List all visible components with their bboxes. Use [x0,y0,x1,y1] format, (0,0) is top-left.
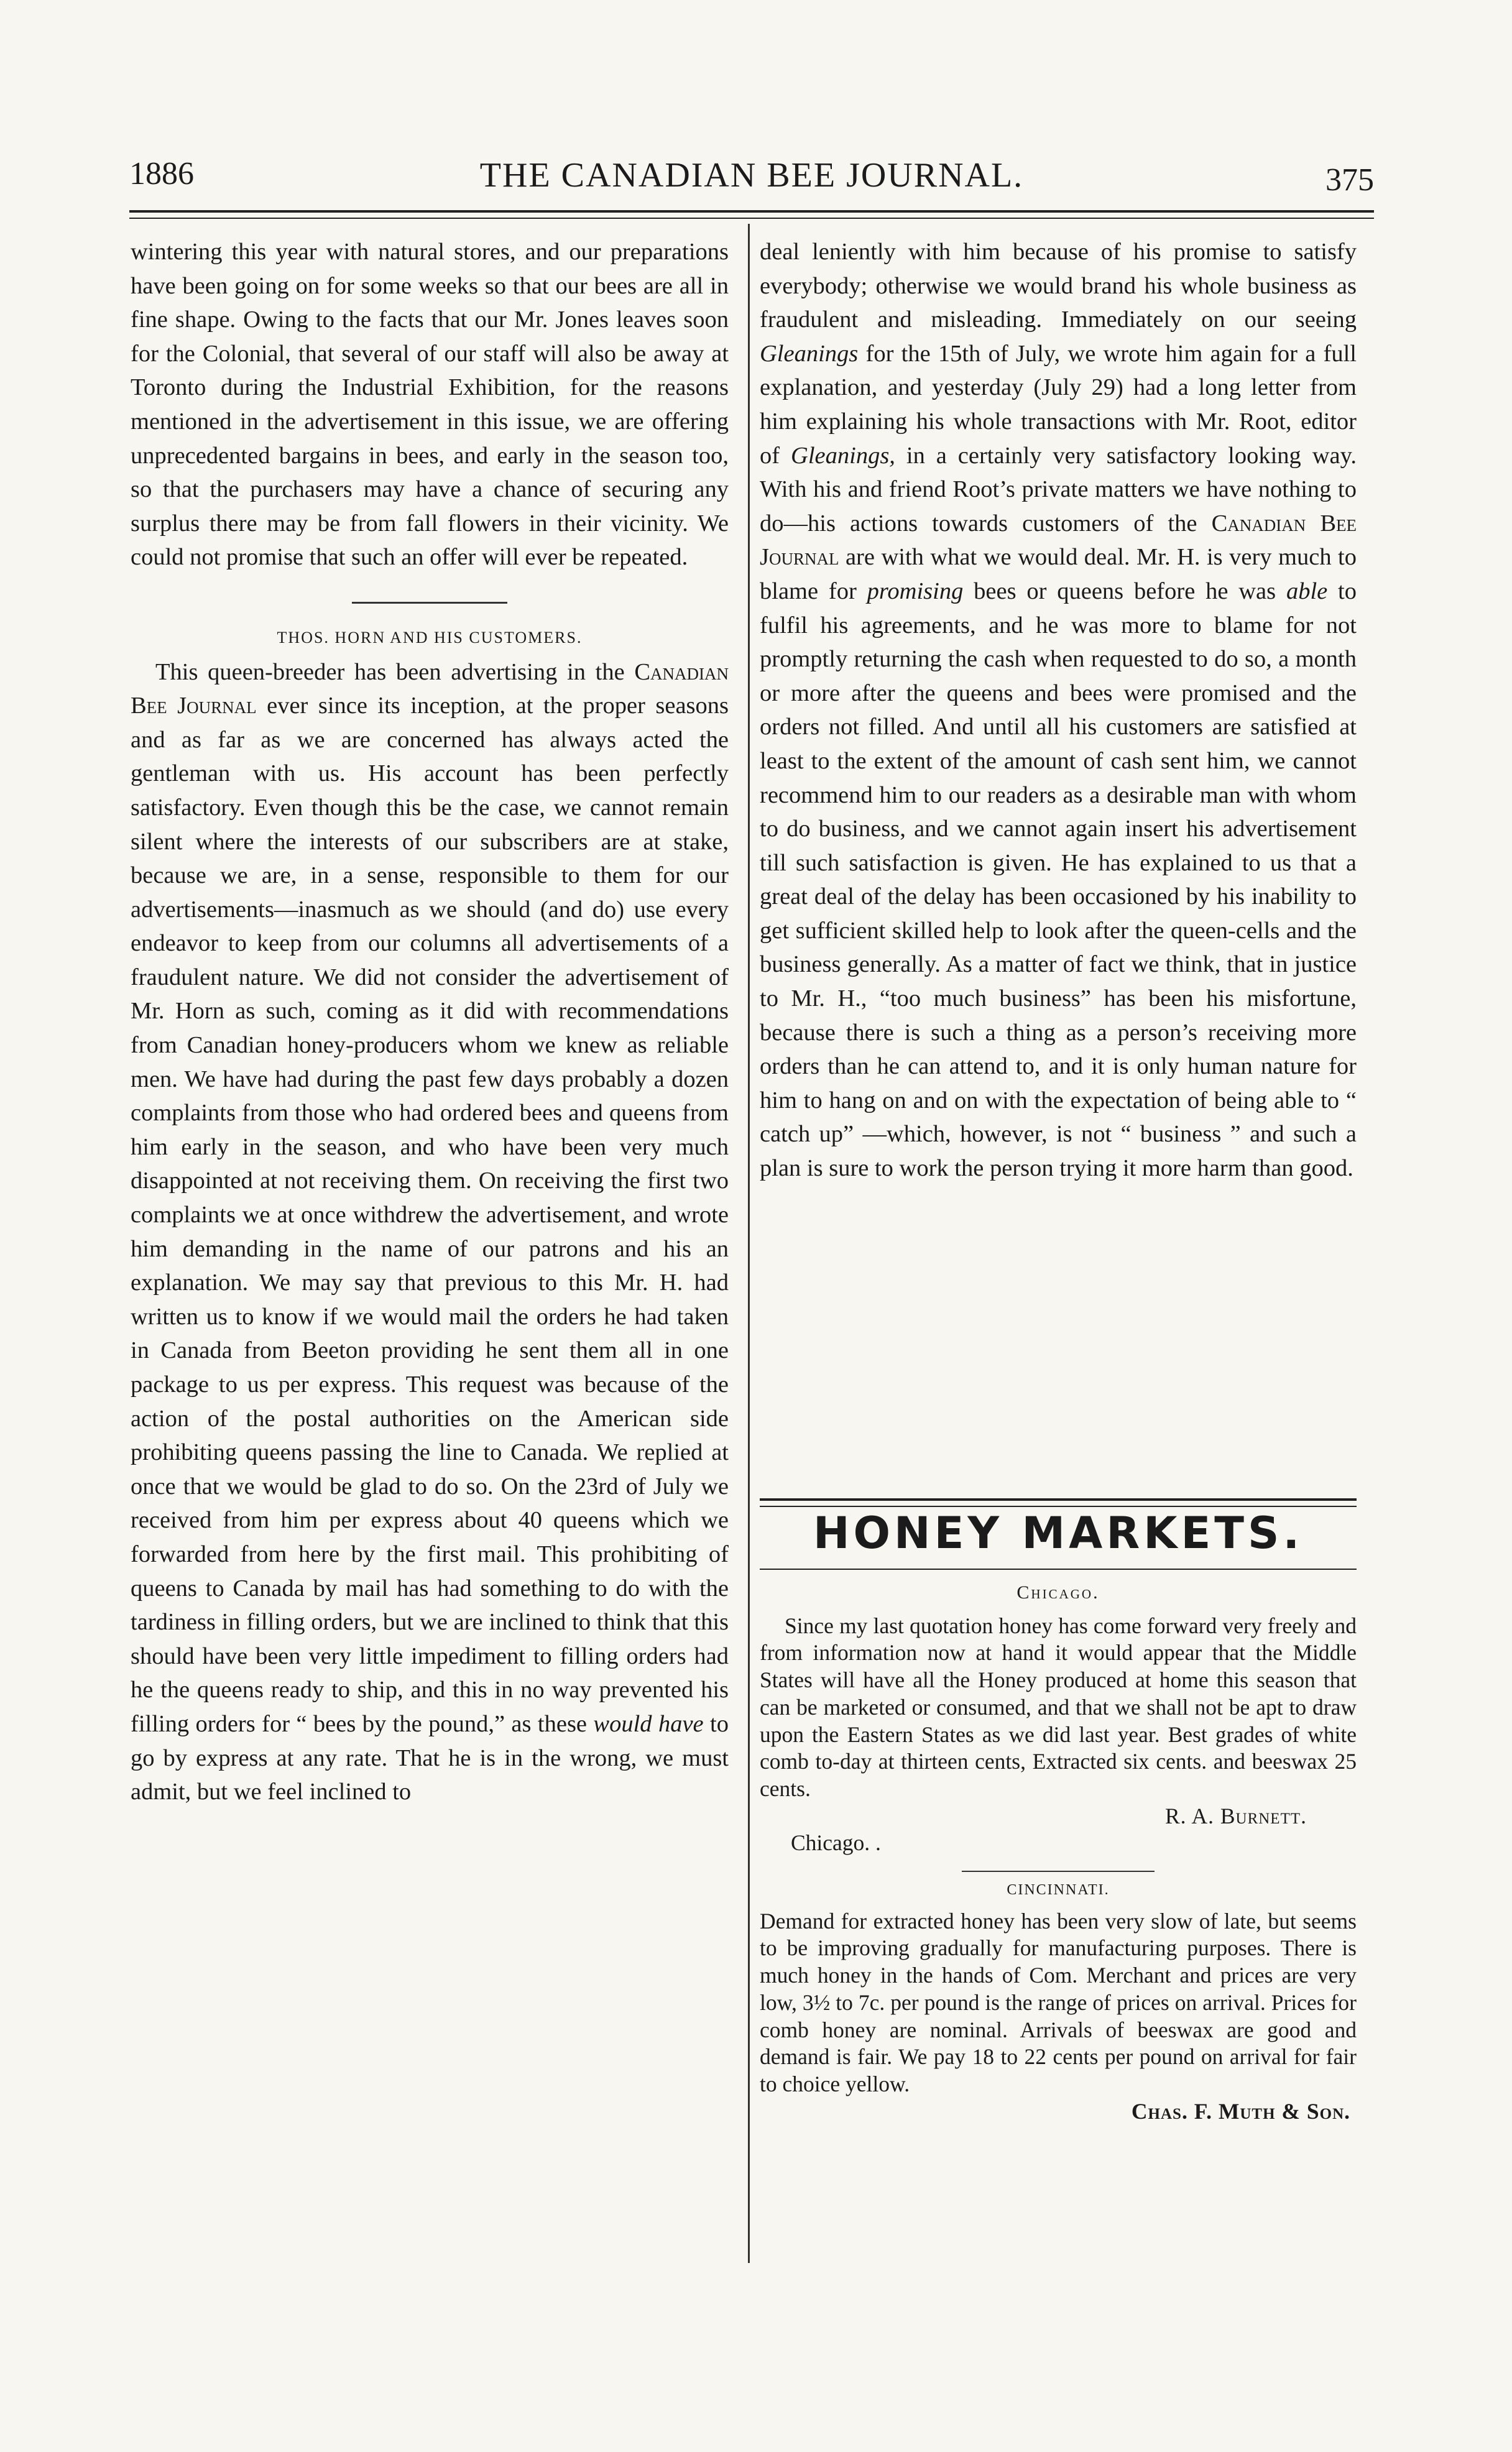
cincinnati-signature: Chas. F. Muth & Son. [1131,2098,1350,2124]
journal-name-2: Canadian Bee Journal [760,510,1357,571]
markets-rule-thin [760,1506,1357,1507]
article-italic: would have [593,1710,704,1737]
article-heading: THOS. HORN AND HIS CUSTOMERS. [277,628,583,647]
cont-text-2: for the 15th of July, we wrote him again for a full explanation, and yesterday (July 29) had a long letter from him explaining his whole transactions with Mr. Root, editor of [760,340,1357,469]
cont-text-3: in a certainly very satisfactory looking way. With his and friend Root’s private matters we have nothing to do—his actions towards customers of the [760,442,1357,537]
gleanings-ref-2: Gleanings, [791,442,895,469]
article-continuation [760,235,1357,1186]
markets-title-underline [760,1569,1357,1570]
article-text-b: ever since its inception, at the proper seasons and as far as we are concerned has always acted the gentleman with us. His account has been perfectly satisfactory. Even though this be the case, we cannot remain silent where the interests of our subscribers are at stake, because we are, in a sense, responsible to them for our advertisements—inasmuch as we should (and do) use every endeavor to keep from our columns all advertisements of a fraudulent nature. We did not consider the advertisement of Mr. Horn as such, coming as it did with recommendations from Canadian honey-producers whom we knew as reliable men. We have had during the past few days probably a dozen complaints from those who had ordered bees and queens from him early in the season, and who have been very much disappointed at not receiving them. On receiving the first two complaints we at once withdrew the advertisement, and wrote him demanding in the name of our patrons and his an explanation. We may say that previous to this Mr. H. had written us to know if we would mail the orders he had taken in Canada from Beeton providing he sent them all in one package to us per express. This request was because of the action of the postal authorities on the American side prohibiting queens passing the line to Canada. We replied at once that we would be glad to do so. On the 23rd of July we received from him per express about 40 queens which we forwarded from here by the first mail. This prohibiting of queens to Canada by mail has had something to do with the tardiness in filling orders, but we are inclined to think that this should have been very little impediment to filling orders had he the queens ready to ship, and this in no way prevented his filling orders for “ bees by the pound,” as these [131,693,729,1737]
markets-rule-thick [760,1498,1357,1501]
chicago-signature: R. A. Burnett. [1164,1803,1307,1828]
intro-paragraph: wintering this year with natural stores, and our preparations have been going on for some weeks so that our bees are all in fine shape. Owing to the facts that our Mr. Jones leaves soon for the Colonial, that several of our staff will also be away at Toronto during the Industrial Exhibition, for the reasons mentioned in the advertisement in this issue, we are offering unprecedented bargains in bees, and early in the season too, so that the purchasers may have a chance of securing any surplus there may be from fall flowers in their vicinity. We could not promise that such an offer will ever be repeated. [131,239,729,571]
chicago-heading: Chicago. [1016,1582,1100,1603]
cincinnati-heading: CINCINNATI. [1007,1882,1110,1899]
cont-text-6: to fulfil his agreements, and he was more to blame for not promptly returning the cash when requested to do so, a month or more after the queens and bees were promised and the orders not filled. And until all his customers are satisfied at least to the extent of the amount of cash sent him, we cannot recommend him to our readers as a desirable man with whom to do business, and we cannot again insert his advertisement till such satisfaction is given. He has explained to us that a great deal of the delay has been occasioned by his inability to get sufficient skilled help to look after the queen-cells and the business generally. As a matter of fact we think, that in justice to Mr. H., “too much business” has been his misfortune, because there is such a thing as a person’s receiving more orders than he can attend to, and it is only human nature for him to hang on and on with the expectation of being able to “ catch up” —which, however, is not “ business ” and such a plan is sure to work the person trying it more harm than good. [760,578,1357,1182]
article-paragraph [131,655,729,1809]
header-rule-thick [129,210,1374,213]
honey-markets-section [760,1579,1357,2125]
promising-italic: promising [867,578,964,604]
gleanings-ref-1: Gleanings [760,340,859,367]
journal-name: Canadian Bee Journal [131,658,729,719]
column-divider [748,224,750,2263]
article-text-c: to go by express at any rate. That he is in the wrong, we must admit, but we feel inclined to [131,1710,729,1805]
header-rule-thin [129,218,1374,219]
markets-title: HONEY MARKETS. [813,1508,1304,1559]
markets-divider [962,1871,1155,1872]
section-divider [352,602,507,604]
article-text-a: This queen-breeder has been advertising in the [155,658,625,685]
left-column [131,235,729,1809]
cont-text-5: bees or queens before he was [974,578,1276,604]
chicago-place: Chicago. . [791,1830,881,1856]
chicago-report: Since my last quotation honey has come forward very freely and from information now at hand it would appear that the Middle States will have all the Honey produced at home this season that can be marketed or consumed, and that we shall not be apt to draw upon the Eastern States as we did last year. Best grades of white comb to-day at thirteen cents, Extracted six cents. and beeswax 25 cents. [760,1613,1357,1801]
able-italic: able [1286,578,1328,604]
header-year: 1886 [129,156,194,191]
right-column [760,235,1357,1186]
cont-text-4: are with what we would deal. Mr. H. is very much to blame for [760,544,1357,604]
cont-text-1: deal leniently with him because of his promise to satisfy everybody; otherwise we would brand his whole business as fraudulent and misleading. Immediately on our seeing [760,239,1357,333]
page-header [129,155,1374,205]
cincinnati-report: Demand for extracted honey has been very slow of late, but seems to be improving gradually for manufacturing purposes. There is much honey in the hands of Com. Merchant and prices are very low, 3½ to 7c. per pound is the range of prices on arrival. Prices for comb honey are nominal. Arrivals of beeswax are good and demand is fair. We pay 18 to 22 cents per pound on arrival for fair to choice yellow. [760,1908,1357,2096]
journal-title: THE CANADIAN BEE JOURNAL. [479,156,1024,195]
page-number: 375 [1325,162,1374,198]
